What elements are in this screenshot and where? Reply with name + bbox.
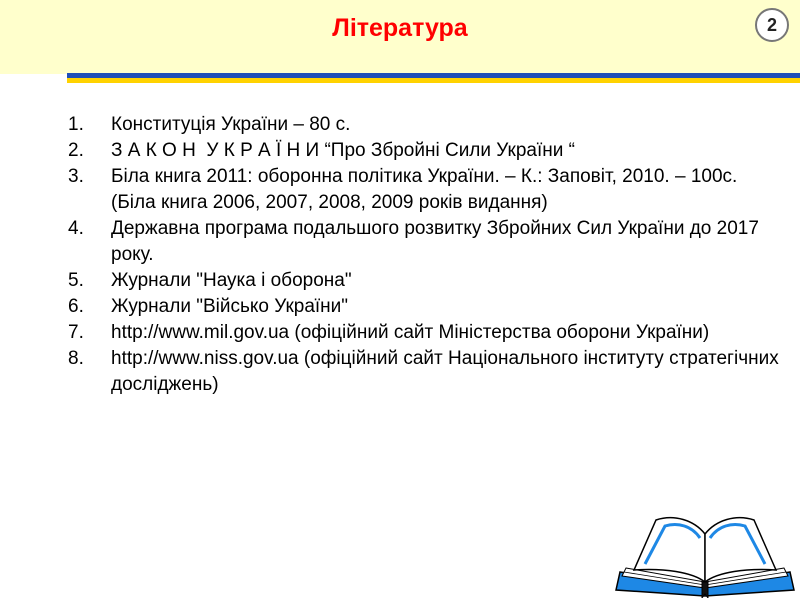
reference-text: http://www.niss.gov.ua (офіційний сайт Національного інституту стратегічних досліджень) xyxy=(111,348,779,395)
reference-number: 3. xyxy=(68,166,84,187)
reference-item xyxy=(68,112,780,138)
reference-text: Журнали "Військо України" xyxy=(111,296,349,317)
reference-number: 6. xyxy=(68,296,84,317)
slide-title: Література xyxy=(332,14,468,42)
header-stripe-yellow xyxy=(67,78,800,83)
reference-text: Біла книга 2011: оборонна політика України. – К.: Заповіт, 2010. – 100с. (Біла книга 2006, 2007, 2008, 2009 років видання) xyxy=(111,166,738,213)
reference-number: 7. xyxy=(68,322,84,343)
reference-text: Державна програма подальшого розвитку Збройних Сил України до 2017 року. xyxy=(111,218,759,265)
reference-text: З А К О Н У К Р А Ї Н И “Про Збройні Сили України “ xyxy=(111,140,575,161)
reference-text: Конституція України – 80 с. xyxy=(111,114,351,135)
reference-number: 2. xyxy=(68,140,84,161)
reference-number: 8. xyxy=(68,348,84,369)
reference-list xyxy=(68,112,780,398)
reference-item xyxy=(68,268,780,294)
page-number-badge: 2 xyxy=(755,8,789,42)
reference-text: Журнали "Наука і оборона" xyxy=(111,270,352,291)
reference-number: 5. xyxy=(68,270,84,291)
reference-item xyxy=(68,294,780,320)
reference-item xyxy=(68,138,780,164)
reference-number: 4. xyxy=(68,218,84,239)
reference-item xyxy=(68,216,780,268)
reference-item xyxy=(68,320,780,346)
reference-item xyxy=(68,346,780,398)
reference-item xyxy=(68,164,780,216)
reference-text: http://www.mil.gov.ua (офіційний сайт Міністерства оборони України) xyxy=(111,322,710,343)
reference-number: 1. xyxy=(68,114,84,135)
open-book-icon xyxy=(612,512,798,598)
